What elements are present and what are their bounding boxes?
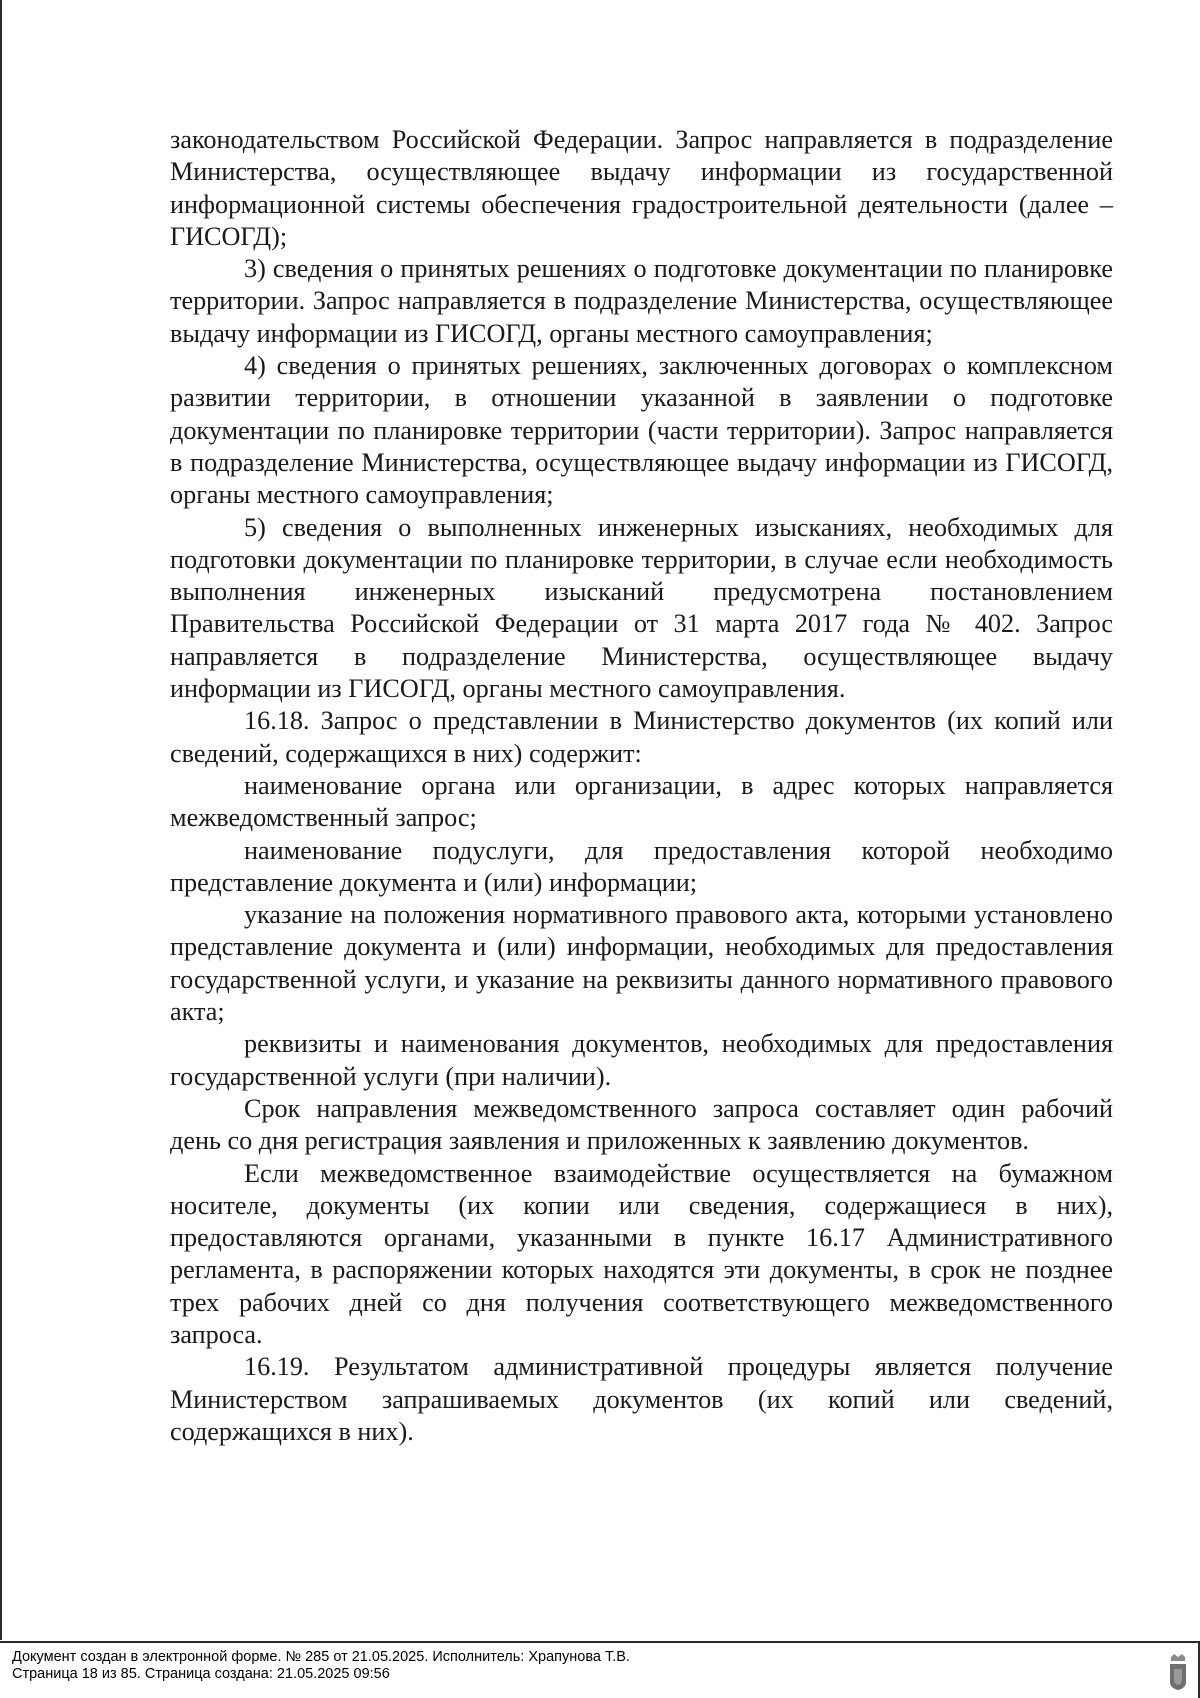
footer-document-info: Документ создан в электронной форме. № 285 от 21.05.2025. Исполнитель: Храпунова Т.В.: [12, 1649, 630, 1665]
paragraph: наименование органа или организации, в адрес которых направляется межведомственный запрос;: [170, 770, 1113, 833]
paragraph: 4) сведения о принятых решениях, заключенных договорах о комплексном развитии территории, в отношении указанной в заявлении о подготовке документации по планировке территории (части территории). Запрос направляется в подразделение Министерства, осуществляющее выдачу информации из ГИСОГД, органы местного самоуправления;: [170, 351, 1113, 510]
coat-of-arms-icon: [1168, 1653, 1188, 1691]
paragraph: реквизиты и наименования документов, необходимых для предоставления государственной услуги (при наличии).: [170, 1029, 1113, 1091]
footer-page-info: Страница 18 из 85. Страница создана: 21.05.2025 09:56: [12, 1666, 390, 1682]
paragraph: наименование подуслуги, для предоставления которой необходимо представление документа и (или) информации;: [170, 835, 1113, 897]
paragraph: Если межведомственное взаимодействие осуществляется на бумажном носителе, документы (их копии или сведения, содержащиеся в них), предоставляются органами, указанными в пункте 16.17 Административного регламента, в распоряжении которых находятся эти документы, в срок не позднее трех рабочих дней со дня получения соответствующего межведомственного запроса.: [170, 1158, 1113, 1349]
electronic-document-footer: [12, 1649, 630, 1683]
document-body: [170, 124, 1113, 1448]
page-left-border: [0, 0, 2, 1640]
paragraph: 16.19. Результатом административной процедуры является получение Министерством запрашиваемых документов (их копий или сведений, содержащихся в них).: [170, 1352, 1113, 1446]
paragraph: 3) сведения о принятых решениях о подготовке документации по планировке территории. Запрос направляется в подразделение Министерства, осуществляющее выдачу информации из ГИСОГД, органы местного самоуправления;: [170, 254, 1113, 348]
paragraph: Срок направления межведомственного запроса составляет один рабочий день со дня регистрация заявления и приложенных к заявлению документов.: [170, 1093, 1113, 1156]
paragraph: 5) сведения о выполненных инженерных изысканиях, необходимых для подготовки документации по планировке территории, в случае если необходимость выполнения инженерных изысканий предусмотрена постановлением Правительства Российской Федерации от 31 марта 2017 года № 402. Запрос направляется в подразделение Министерства, осуществляющее выдачу информации из ГИСОГД, органы местного самоуправления.: [170, 512, 1113, 704]
paragraph: законодательством Российской Федерации. Запрос направляется в подразделение Министерства, осуществляющее выдачу информации из государственной информационной системы обеспечения градостроительной деятельности (далее – ГИСОГД);: [170, 125, 1113, 251]
footer-divider: [0, 1641, 1200, 1643]
paragraph: 16.18. Запрос о представлении в Министерство документов (их копий или сведений, содержащихся в них) содержит:: [170, 706, 1113, 768]
paragraph: указание на положения нормативного правового акта, которыми установлено представление документа и (или) информации, необходимых для предоставления государственной услуги, и указание на реквизиты данного нормативного правового акта;: [170, 900, 1113, 1027]
